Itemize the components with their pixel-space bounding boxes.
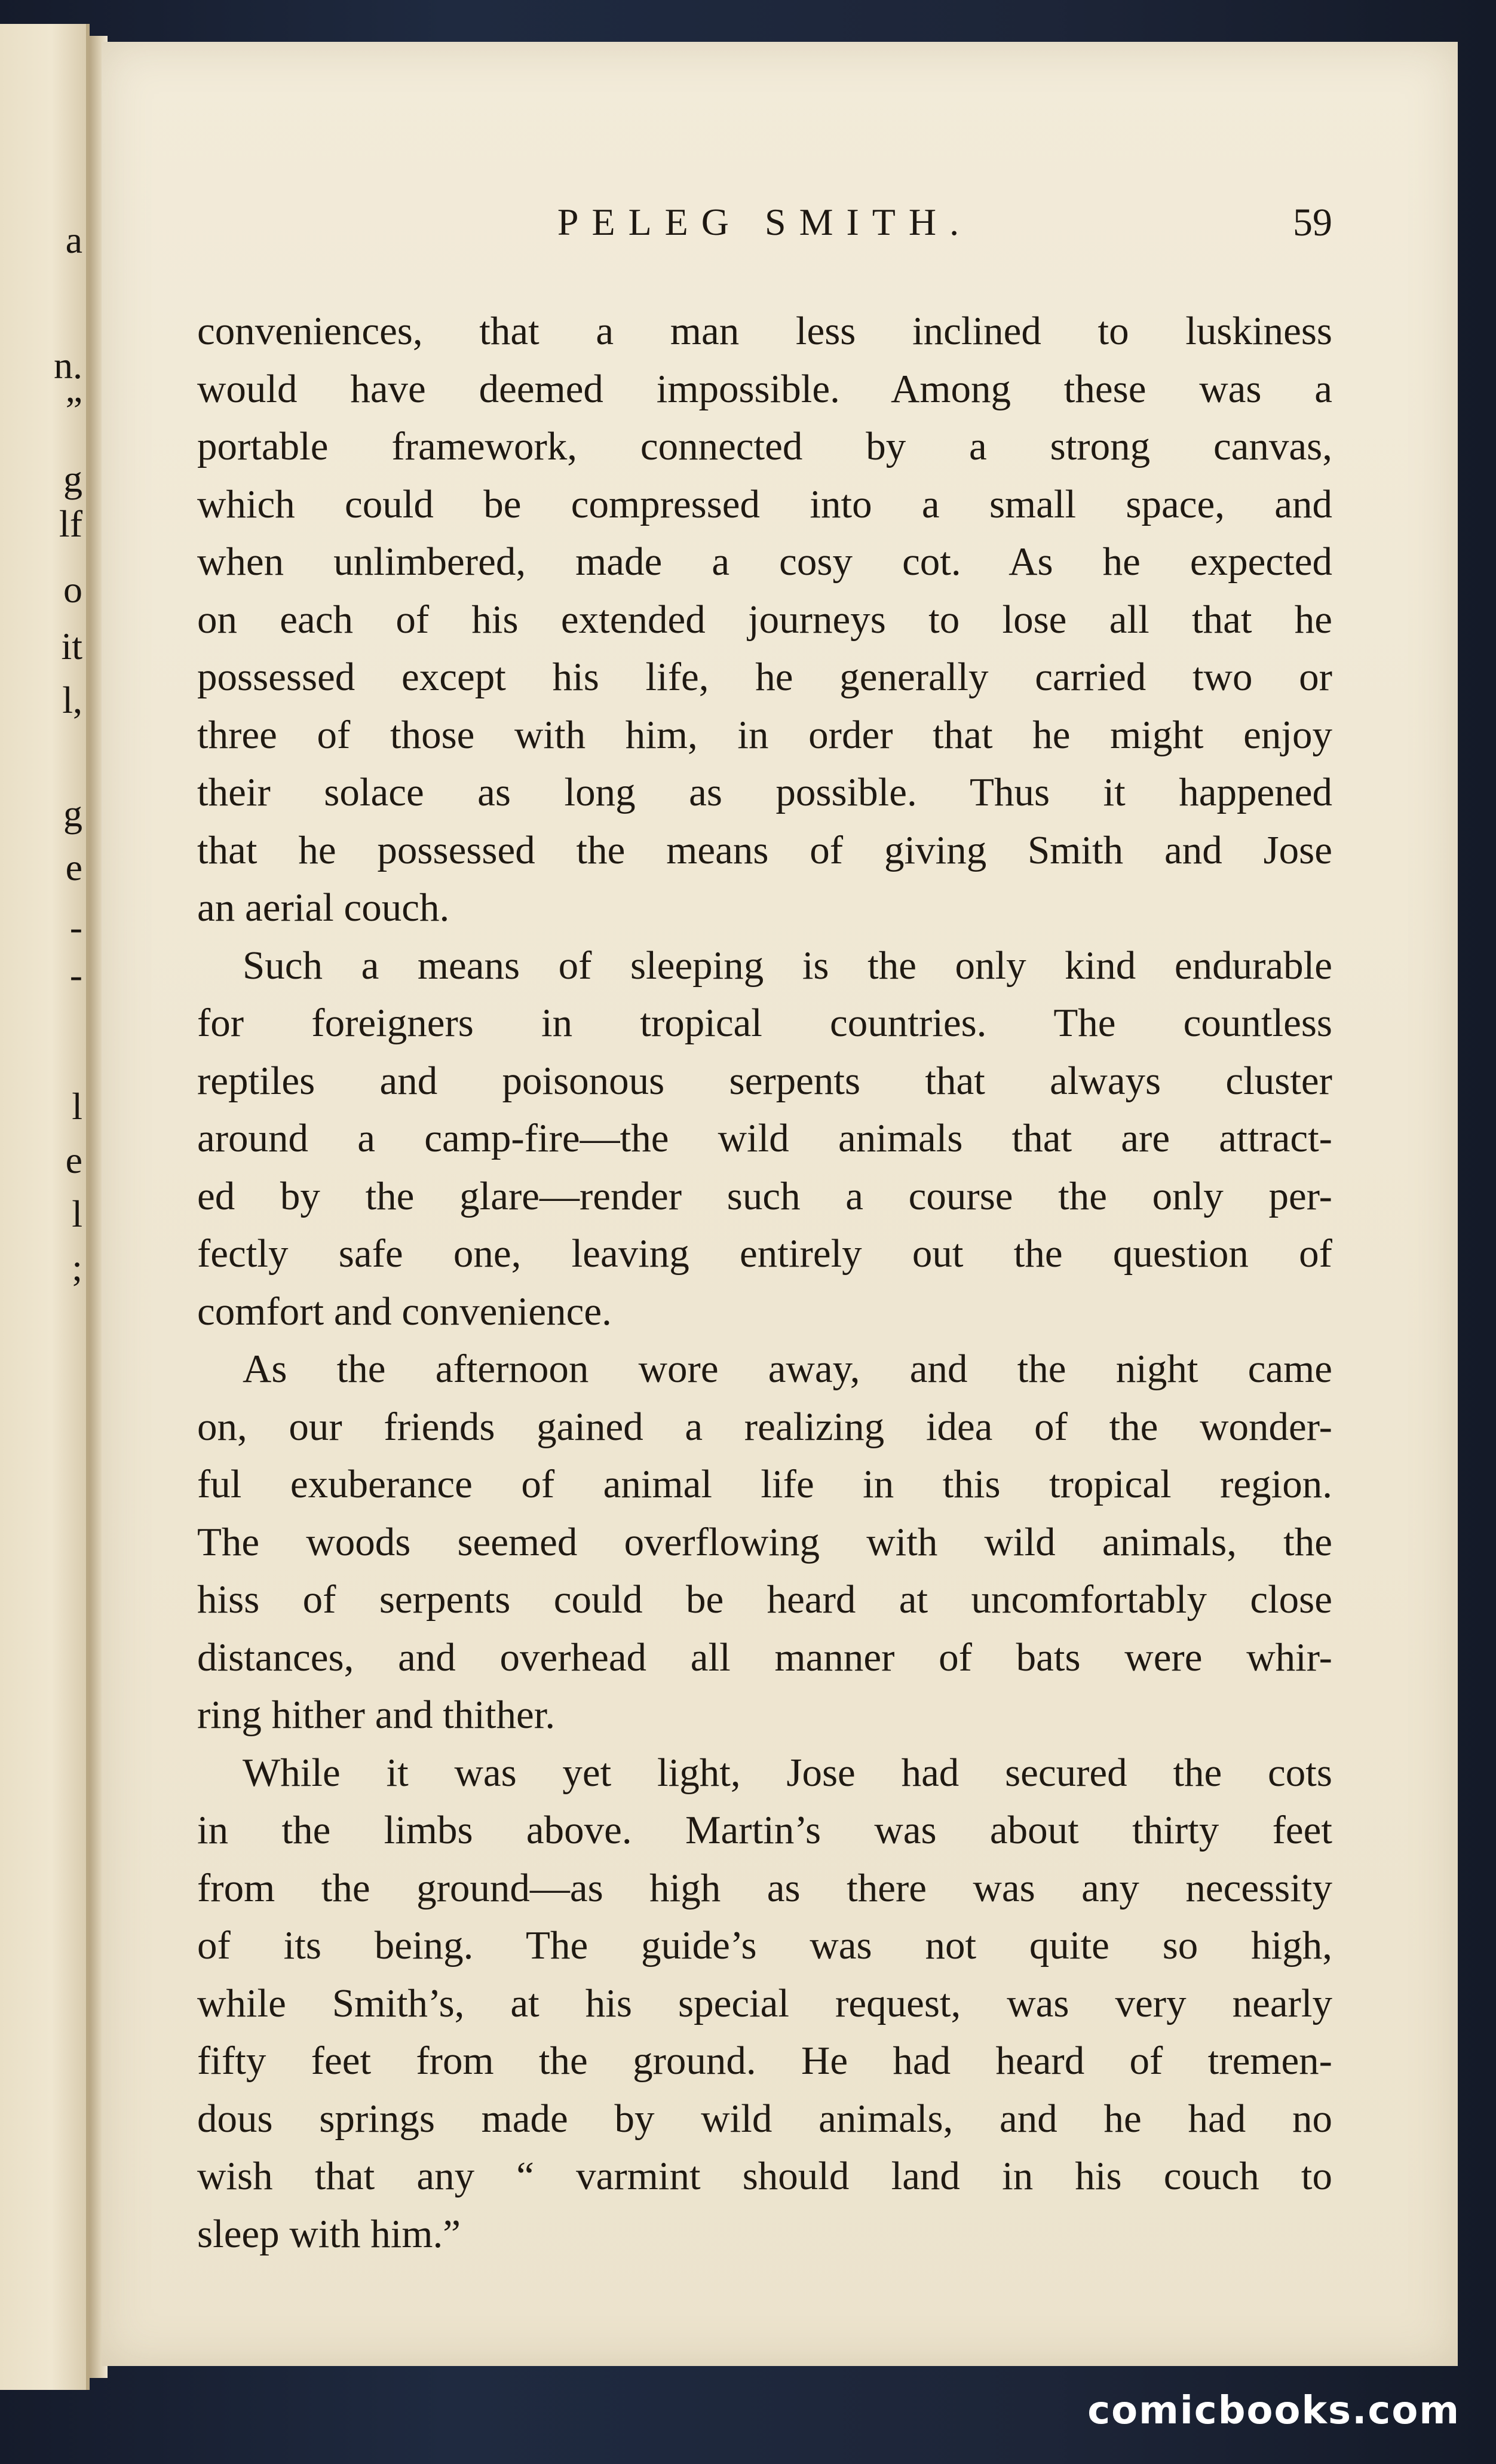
facing-page-fragment: a [65,219,82,261]
facing-page-fragment: l [72,1085,82,1127]
watermark: comicbooks.com [1087,2389,1460,2433]
text-line: wish that any “ varmint should land in his couch to [197,2154,1332,2198]
facing-page-fragment: ” [65,389,82,431]
running-title: PELEG SMITH. [557,201,973,243]
paragraph [197,302,1332,937]
book-page [102,42,1458,2366]
text-line: three of those with him, in order that he might enjoy [197,712,1332,757]
text-line: ed by the glare—render such a course the only per- [197,1173,1332,1218]
text-line: fifty feet from the ground. He had heard of tremen- [197,2039,1332,2083]
facing-page-fragment: g [63,458,82,500]
paragraph [197,1340,1332,1744]
text-line: that he possessed the means of giving Smith and Jose [197,828,1332,872]
text-line: which could be compressed into a small space, and [197,482,1332,526]
text-line: while Smith’s, at his special request, was very nearly [197,1981,1332,2025]
body-text [197,302,1332,2263]
facing-page-fragment: e [65,1139,82,1181]
facing-page-fragment: n. [54,344,82,387]
text-line: fectly safe one, leaving entirely out the question of [197,1231,1332,1276]
text-line: in the limbs above. Martin’s was about thirty feet [197,1808,1332,1852]
text-line: comfort and convenience. [197,1289,612,1334]
text-line: distances, and overhead all manner of bats were whir- [197,1635,1332,1680]
text-line: around a camp-fire—the wild animals that are attract- [197,1116,1332,1160]
text-line: As the afternoon wore away, and the night came [243,1347,1332,1391]
text-line: would have deemed impossible. Among these was a [197,366,1332,411]
facing-page-fragment: e [65,846,82,888]
facing-page-fragment: it [61,625,82,667]
facing-page-fragment: - [69,954,82,996]
text-line: Such a means of sleeping is the only kind endurable [243,943,1332,988]
paragraph [197,1744,1332,2263]
facing-page-fragment: o [63,568,82,611]
text-line: on each of his extended journeys to lose all that he [197,597,1332,642]
text-line: conveniences, that a man less inclined to luskiness [197,309,1332,353]
text-line: ful exuberance of animal life in this tropical region. [197,1462,1332,1506]
facing-page-fragment: l, [62,679,82,721]
text-line: The woods seemed overflowing with wild animals, the [197,1519,1332,1564]
text-line: of its being. The guide’s was not quite so high, [197,1923,1332,1967]
paragraph [197,937,1332,1341]
text-line: on, our friends gained a realizing idea of the wonder- [197,1404,1332,1449]
text-line: portable framework, connected by a strong canvas, [197,424,1332,468]
text-line: an aerial couch. [197,885,450,930]
text-line: possessed except his life, he generally carried two or [197,655,1332,699]
text-line: reptiles and poisonous serpents that always cluster [197,1058,1332,1103]
facing-page-fragment: lf [59,502,82,545]
text-line: when unlimbered, made a cosy cot. As he expected [197,540,1332,584]
facing-page-fragment: - [69,906,82,948]
text-line: hiss of serpents could be heard at uncomfortably close [197,1577,1332,1622]
facing-page-fragment: ; [72,1246,82,1289]
text-line: dous springs made by wild animals, and he had no [197,2096,1332,2141]
facing-page-fragment: g [63,792,82,835]
facing-page-edge [0,24,90,2390]
text-line: While it was yet light, Jose had secured the cots [243,1750,1332,1795]
text-line: their solace as long as possible. Thus it happened [197,770,1332,814]
text-line: for foreigners in tropical countries. The countless [197,1001,1332,1045]
text-line: ring hither and thither. [197,1693,556,1737]
text-line: from the ground—as high as there was any necessity [197,1865,1332,1910]
running-head [197,200,1332,272]
page-number: 59 [1293,201,1332,244]
facing-page-fragment: l [72,1193,82,1235]
text-line: sleep with him.” [197,2211,461,2256]
